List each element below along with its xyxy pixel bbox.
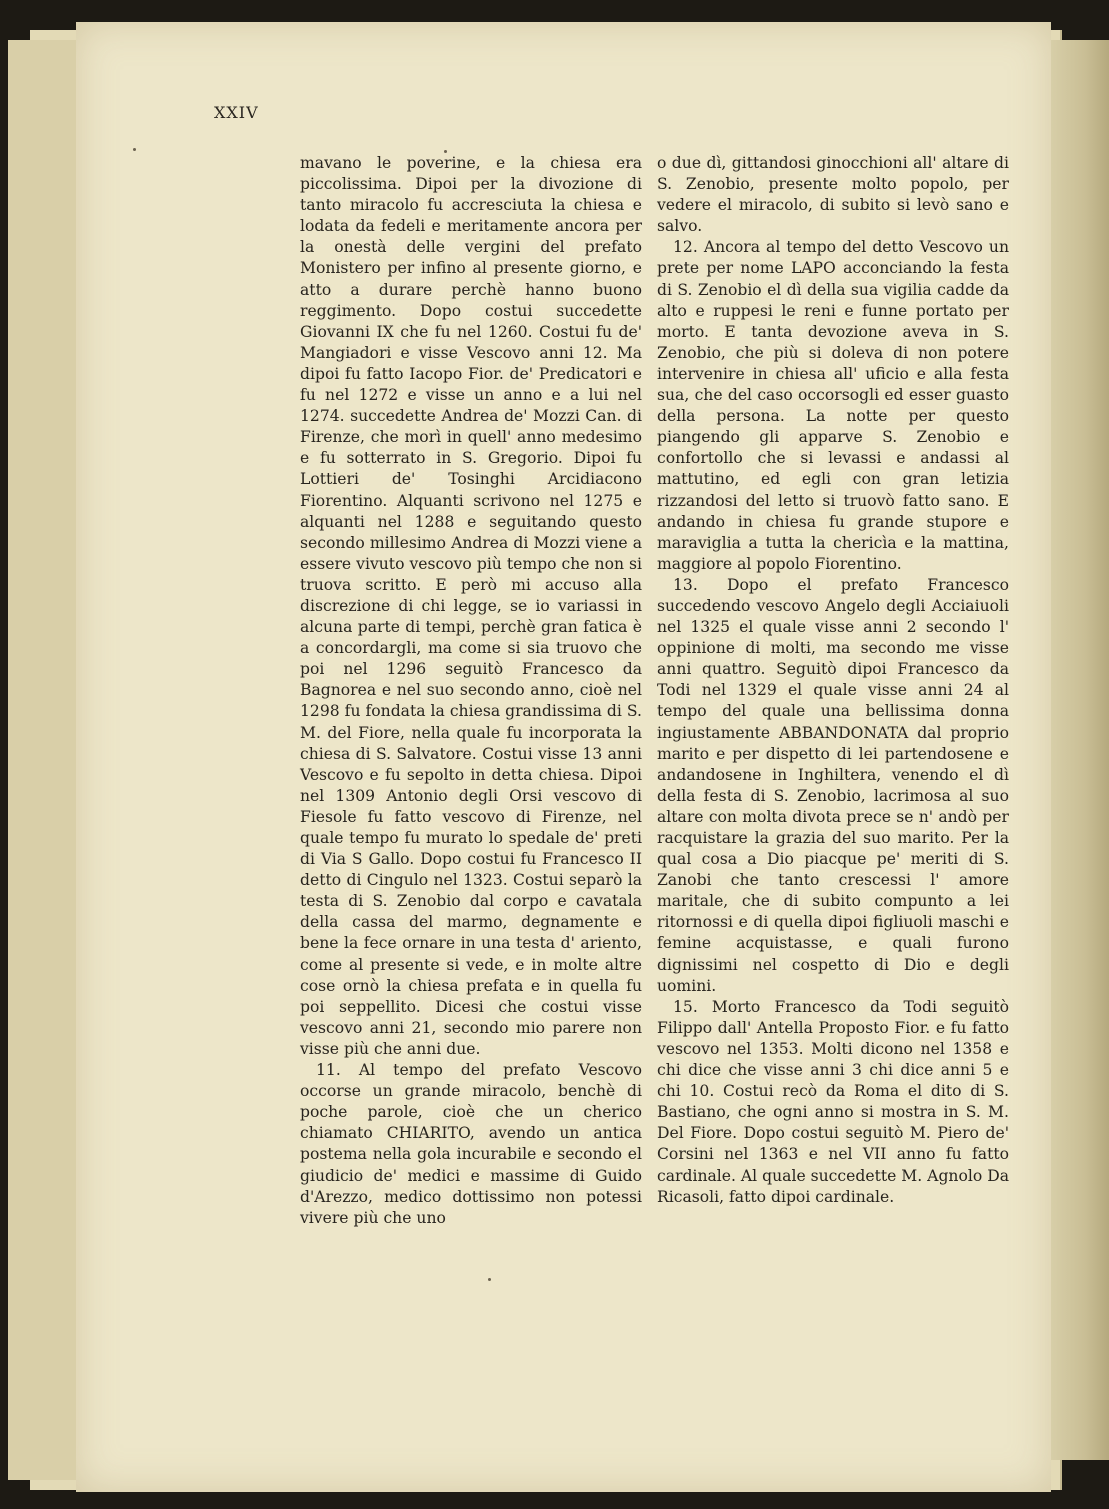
paper-speck xyxy=(444,150,447,153)
paper-speck xyxy=(133,148,136,151)
paragraph-13: 13. Dopo el prefato Francesco succedendo vescovo Angelo degli Acciaiuoli nel 1325 el quale visse anni 2 secondo l' oppinione di molti, ma secondo me visse anni quattro. Seguitò dipoi Francesco da Todi nel 1329 el quale visse anni 24 al tempo del quale una bellissima donna ingiustamente ABBANDONATA dal proprio marito e per dispetto di lei partendosene e andandosene in Inghiltera, venendo el dì della festa di S. Zenobio, lacrimosa al suo altare con molta divota prece se n' andò per racquistare la grazia del suo marito. Per la qual cosa a Dio piacque pe' meriti di S. Zanobi che tanto crescessi l' amore maritale, che di subito compunto a lei ritornossi e di quella dipoi figliuoli maschi e femine acquistasse, e quali furono dignissimi nel cospetto di Dio e degli uomini. xyxy=(657,575,1009,995)
left-column xyxy=(300,153,642,1229)
paragraph-15: 15. Morto Francesco da Todi seguitò Filippo dall' Antella Proposto Fior. e fu fatto vescovo nel 1353. Molti dicono nel 1358 e chi dice che visse anni 3 chi dice anni 5 e chi 10. Costui recò da Roma el dito di S. Bastiano, che ogni anno si mostra in S. M. Del Fiore. Dopo costui seguitò M. Piero de' Corsini nel 1363 e nel VII anno fu fatto cardinale. Al quale succedette M. Agnolo Da Ricasoli, fatto dipoi cardinale. xyxy=(657,997,1009,1206)
paragraph-11-end: o due dì, gittandosi ginocchioni all' altare di S. Zenobio, presente molto popolo, per vedere el miracolo, di subito si levò sano e salvo. xyxy=(657,154,1009,236)
paragraph-continuation: mavano le poverine, e la chiesa era piccolissima. Dipoi per la divozione di tanto miracolo fu accresciuta la chiesa e lodata da fedeli e meritamente ancora per la onestà delle vergini del prefato Monistero per infino al presente giorno, e atto a durare perchè hanno buono reggimento. Dopo costui succedette Giovanni IX che fu nel 1260. Costui fu de' Mangiadori e visse Vescovo anni 12. Ma dipoi fu fatto Iacopo Fior. de' Predicatori e fu nel 1272 e visse un anno e a lui nel 1274. succedette Andrea de' Mozzi Can. di Firenze, che morì in quell' anno medesimo e fu sotterrato in S. Gregorio. Dipoi fu Lottieri de' Tosinghi Arcidiacono Fiorentino. Alquanti scrivono nel 1275 e alquanti nel 1288 e seguitando questo secondo millesimo Andrea di Mozzi viene a essere vivuto vescovo più tempo che non si truova scritto. E però mi accuso alla discrezione di chi legge, se io variassi in alcuna parte di tempi, perchè gran fatica è a concordargli, ma come si sia truovo che poi nel 1296 seguitò Francesco da Bagnorea e nel suo secondo anno, cioè nel 1298 fu fondata la chiesa grandissima di S. M. del Fiore, nella quale fu incorporata la chiesa di S. Salvatore. Costui visse 13 anni Vescovo e fu sepolto in detta chiesa. Dipoi nel 1309 Antonio degli Orsi vescovo di Fiesole fu fatto vescovo di Firenze, nel quale tempo fu murato lo spedale de' preti di Via S Gallo. Dopo costui fu Francesco II detto di Cingulo nel 1323. Costui separò la testa di S. Zenobio dal corpo e cavatala della cassa del marmo, degnamente e bene la fece ornare in una testa d' ariento, come al presente si vede, e in molte altre cose ornò la chiesa prefata e in quella fu poi seppellito. Dicesi che costui visse vescovo anni 21, secondo mio parere non visse più che anni due. xyxy=(300,154,642,1058)
page-number: XXIV xyxy=(214,103,259,122)
paragraph-11: 11. Al tempo del prefato Vescovo occorse un grande miracolo, benchè di poche parole, cioè che un cherico chiamato CHIARITO, avendo un antica postema nella gola incurabile e secondo el giudicio de' medici e massime di Guido d'Arezzo, medico dottissimo non potessi vivere più che uno xyxy=(300,1061,642,1227)
right-column xyxy=(657,153,1009,1208)
paper-speck xyxy=(488,1278,491,1281)
book-spine xyxy=(1049,40,1109,1460)
paragraph-12: 12. Ancora al tempo del detto Vescovo un prete per nome LAPO acconciando la festa di S. Zenobio el dì della sua vigilia cadde da alto e ruppesi le reni e funne portato per morto. E tanta devozione aveva in S. Zenobio, che più si doleva di non potere intervenire in chiesa all' uficio e alla festa sua, che del caso occorsogli ed esser guasto della persona. La notte per questo piangendo gli apparve S. Zenobio e confortollo che si levassi e andassi al mattutino, ed egli con gran letizia rizzandosi del letto si truovò fatto sano. E andando in chiesa fu grande stupore e maraviglia a tutta la chericìa e la mattina, maggiore al popolo Fiorentino. xyxy=(657,238,1009,573)
